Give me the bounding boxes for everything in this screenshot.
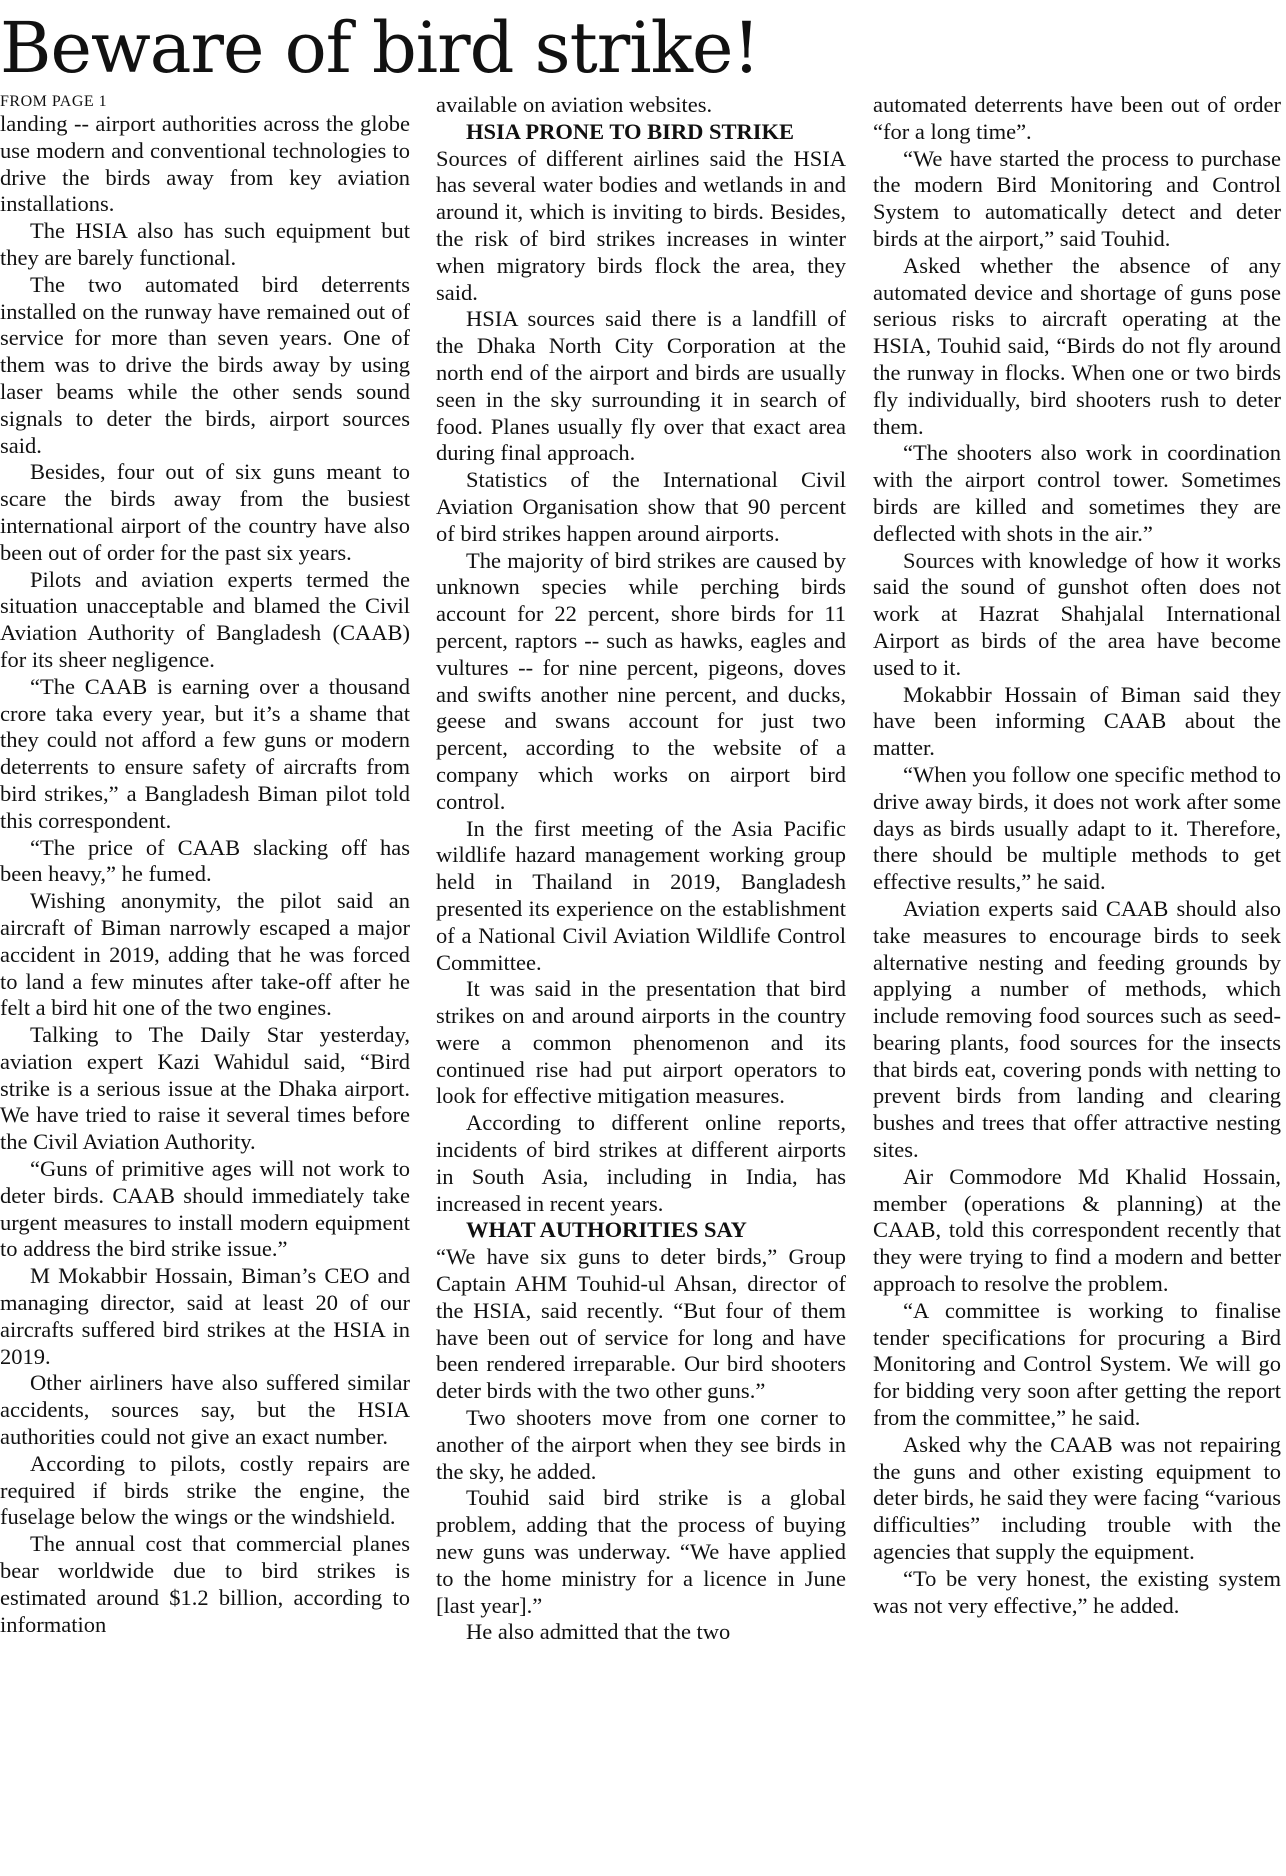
paragraph: Statistics of the International Civil Aviation Organisation show that 90 percent of bird strikes happen around airports. <box>436 467 846 546</box>
paragraph: Asked whether the absence of any automated device and shortage of guns pose serious risks to aircraft operating at the HSIA, Touhid said, “Birds do not fly around the runway in flocks. When one or two birds fly individually, bird shooters rush to deter them. <box>873 252 1281 439</box>
paragraph: Mokabbir Hossain of Biman said they have been informing CAAB about the matter. <box>873 681 1281 761</box>
paragraph: The annual cost that commercial planes bear worldwide due to bird strikes is estimated around $1.2 billion, according to information <box>0 1531 410 1637</box>
paragraph: The majority of bird strikes are caused by unknown species while perching birds account for 22 percent, shore birds for 11 percent, raptors -- such as hawks, eagles and vultures -- for nine percent, pigeons, doves and swifts another nine percent, and ducks, geese and swans account for just two percent, according to the website of a company which works on airport bird control. <box>436 547 846 814</box>
paragraph: Touhid said bird strike is a global problem, adding that the process of buying new guns was underway. “We have applied to the home ministry for a licence in June [last year].” <box>436 1485 846 1618</box>
paragraph: “The CAAB is earning over a thousand crore taka every year, but it’s a shame that they could not afford a few guns or modern deterrents to ensure safety of aircrafts from bird strikes,” a Bangladesh Biman pilot told this correspondent. <box>0 673 410 833</box>
paragraph: Wishing anonymity, the pilot said an aircraft of Biman narrowly escaped a major accident in 2019, adding that he was forced to land a few minutes after take-off after he felt a bird hit one of the two engines. <box>0 888 410 1021</box>
paragraph: Besides, four out of six guns meant to scare the birds away from the busiest international airport of the country have also been out of order for the past six years. <box>0 459 410 565</box>
subheading-authorities: WHAT AUTHORITIES SAY <box>466 1217 747 1243</box>
paragraph: M Mokabbir Hossain, Biman’s CEO and managing director, said at least 20 of our aircrafts suffered bird strikes at the HSIA in 2019. <box>0 1263 410 1369</box>
subheading-hsia-prone: HSIA PRONE TO BIRD STRIKE <box>466 118 795 144</box>
paragraph: “Guns of primitive ages will not work to deter birds. CAAB should immediately take urgent measures to install modern equipment to address the bird strike issue.” <box>0 1156 410 1262</box>
column-1 <box>0 92 410 1638</box>
paragraph: Pilots and aviation experts termed the situation unacceptable and blamed the Civil Aviation Authority of Bangladesh (CAAB) for its sheer negligence. <box>0 566 410 672</box>
paragraph: “When you follow one specific method to drive away birds, it does not work after some days as birds usually adapt to it. Therefore, there should be multiple methods to get effective results,” he said. <box>873 761 1281 895</box>
paragraph: According to pilots, costly repairs are required if birds strike the engine, the fuselage below the wings or the windshield. <box>0 1450 410 1530</box>
paragraph: Sources with knowledge of how it works said the sound of gunshot often does not work at Hazrat Shahjalal International Airport as birds of the area have become used to it. <box>873 547 1281 680</box>
paragraph: landing -- airport authorities across the globe use modern and conventional technologies to drive the birds away from key aviation installations. <box>0 111 410 217</box>
paragraph: It was said in the presentation that bird strikes on and around airports in the country were a common phenomenon and its continued rise had put airport operators to look for effective mitigation measures. <box>436 976 846 1109</box>
paragraph: The HSIA also has such equipment but they are barely functional. <box>0 218 410 270</box>
paragraph: Asked why the CAAB was not repairing the guns and other existing equipment to deter birds, he said they were facing “various difficulties” including trouble with the agencies that supply the equipment. <box>873 1431 1281 1565</box>
paragraph: The two automated bird deterrents installed on the runway have remained out of service for more than seven years. One of them was to drive the birds away by using laser beams while the other sends sound signals to deter the birds, airport sources said. <box>0 271 410 458</box>
paragraph: “The shooters also work in coordination with the airport control tower. Sometimes birds are killed and sometimes they are deflected with shots in the air.” <box>873 440 1281 546</box>
paragraph: “To be very honest, the existing system was not very effective,” he added. <box>873 1565 1281 1618</box>
paragraph: “The price of CAAB slacking off has been heavy,” he fumed. <box>0 834 410 887</box>
paragraph: Sources of different airlines said the HSIA has several water bodies and wetlands in and around it, which is inviting to birds. Besides, the risk of bird strikes increases in winter when migratory birds flock the area, they said. <box>436 145 846 305</box>
paragraph: According to different online reports, incidents of bird strikes at different airports in South Asia, including in India, has increased in recent years. <box>436 1110 846 1216</box>
paragraph: HSIA sources said there is a landfill of the Dhaka North City Corporation at the north end of the airport and birds are usually seen in the sky surrounding it in search of food. Planes usually fly over that exact area during final approach. <box>436 306 846 466</box>
paragraph: In the first meeting of the Asia Pacific wildlife hazard management working group held in Thailand in 2019, Bangladesh presented its experience on the establishment of a National Civil Aviation Wildlife Control Committee. <box>436 815 846 975</box>
paragraph: “We have started the process to purchase the modern Bird Monitoring and Control System to automatically detect and deter birds at the airport,” said Touhid. <box>873 145 1281 251</box>
paragraph: available on aviation websites. <box>436 92 713 117</box>
paragraph: Aviation experts said CAAB should also take measures to encourage birds to seek alternative nesting and feeding grounds by applying a number of methods, which include removing food sources such as seed-bearing plants, food sources for the insects that birds eat, covering ponds with netting to prevent birds from landing and clearing bushes and trees that offer attractive nesting sites. <box>873 895 1281 1163</box>
paragraph: automated deterrents have been out of order “for a long time”. <box>873 92 1281 144</box>
paragraph: “A committee is working to finalise tender specifications for procuring a Bird Monitoring and Control System. We will go for bidding very soon after getting the report from the committee,” he said. <box>873 1297 1281 1431</box>
paragraph: Other airliners have also suffered similar accidents, sources say, but the HSIA authorities could not give an exact number. <box>0 1370 410 1450</box>
headline: Beware of bird strike! <box>0 7 760 89</box>
paragraph: Talking to The Daily Star yesterday, aviation expert Kazi Wahidul said, “Bird strike is a serious issue at the Dhaka airport. We have tried to raise it several times before the Civil Aviation Authority. <box>0 1022 410 1155</box>
column-3 <box>873 92 1281 1619</box>
paragraph: He also admitted that the two <box>466 1619 731 1645</box>
continued-from-label: FROM PAGE 1 <box>0 93 108 110</box>
column-2 <box>436 92 846 1646</box>
paragraph: Air Commodore Md Khalid Hossain, member (operations & planning) at the CAAB, told this correspondent recently that they were trying to find a modern and better approach to resolve the problem. <box>873 1163 1281 1297</box>
paragraph: Two shooters move from one corner to another of the airport when they see birds in the sky, he added. <box>436 1405 846 1484</box>
paragraph: “We have six guns to deter birds,” Group Captain AHM Touhid-ul Ahsan, director of the HSIA, said recently. “But four of them have been out of service for long and have been rendered irreparable. Our bird shooters deter birds with the two other guns.” <box>436 1244 846 1404</box>
